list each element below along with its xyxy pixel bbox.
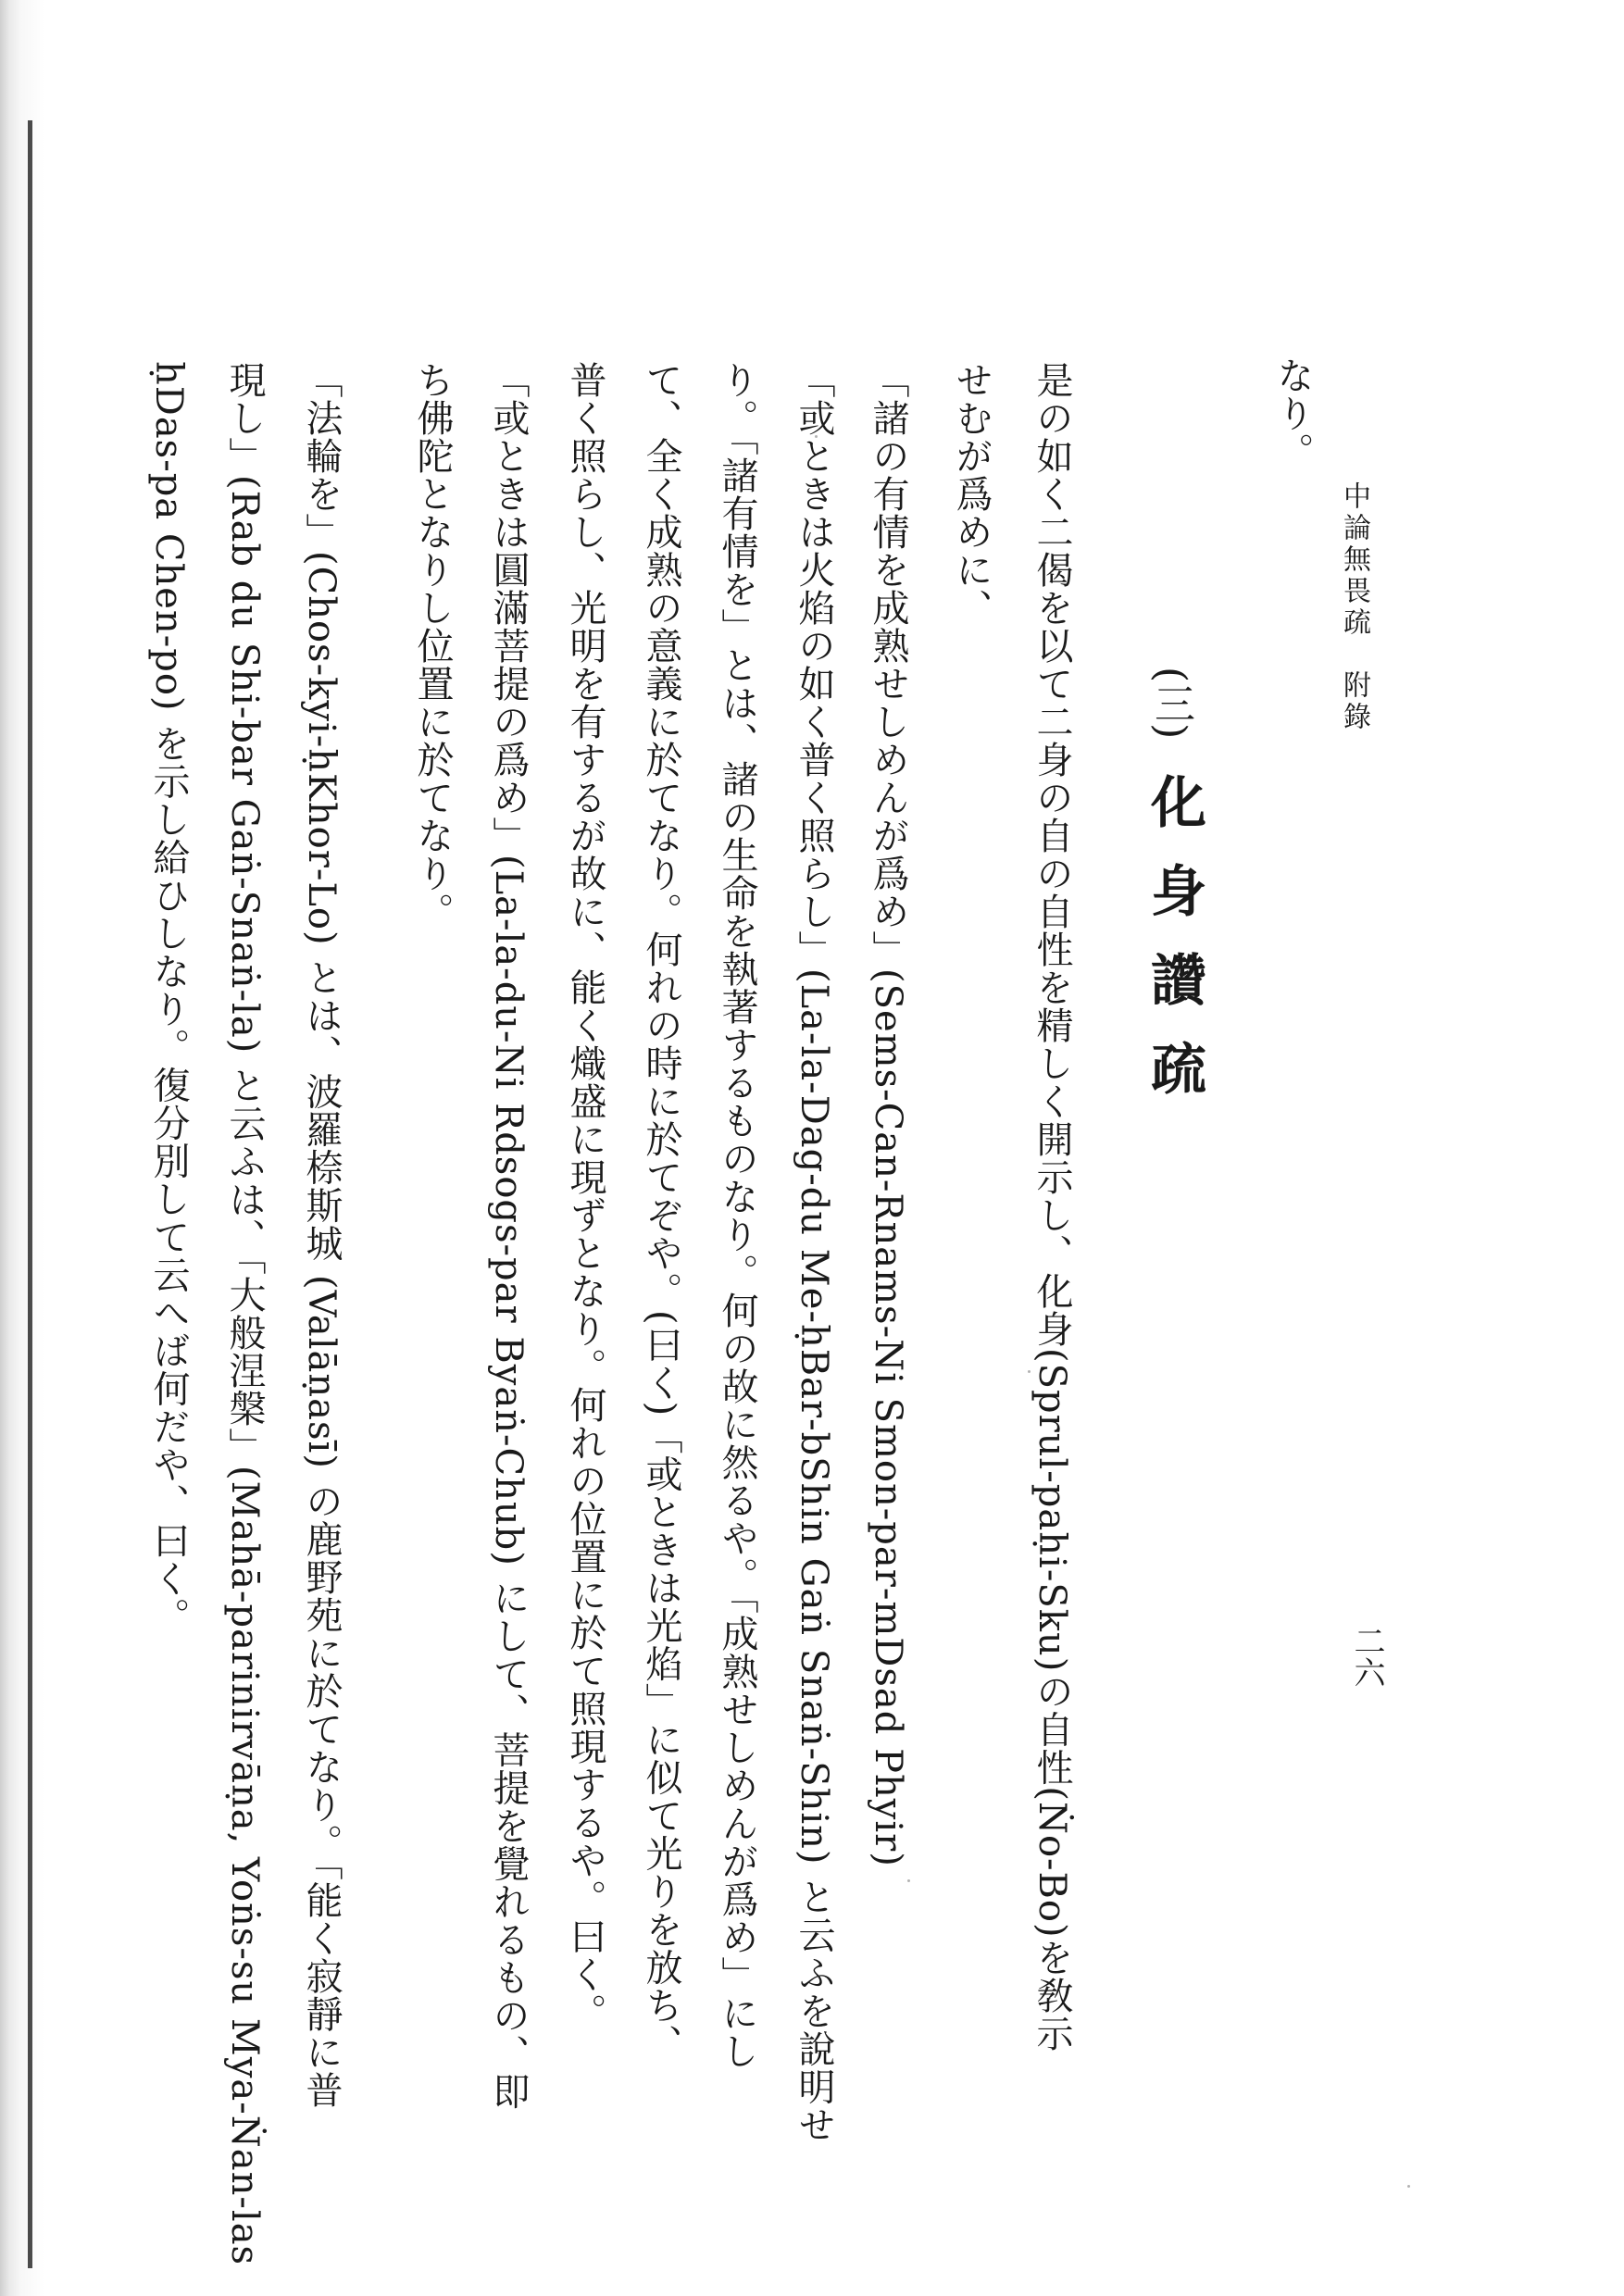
page-number: 二六 bbox=[1348, 1625, 1385, 1688]
section-title: 化身讚疏 bbox=[1142, 773, 1206, 1129]
text-line: ち佛陀となりし位置に於てなり。 bbox=[411, 361, 454, 930]
text-line: 「或ときは火焰の如く普く照らし」(La-la-Dag-du Me-ḥBar-bShin Gaṅ Snaṅ-Shin) と云ふを說明せ bbox=[793, 361, 835, 2144]
text-line: なり。 bbox=[1271, 356, 1314, 470]
print-speck bbox=[907, 1879, 910, 1882]
text-line: 現し」(Rab du Shi-bar Gaṅ-Snaṅ-la) と云ふは、「大般涅槃」(Mahā-parinirvāṇa, Yoṅs-su Mya-Ṅan-las bbox=[223, 361, 266, 2266]
text-line: り。「諸有情を」とは、諸の生命を執著するものなり。何の故に然るや。「成熟せしめんが爲め」にし bbox=[716, 361, 758, 2070]
text-line: ḥDas-pa Chen-po) を示し給ひしなり。復分別して云へば何だや、曰く。 bbox=[147, 361, 190, 1636]
text-line: 「法輪を」(Chos-kyi-ḥKhor-Lo) とは、波羅㮈斯城 (Valāṇasī) の鹿野苑に於てなり。「能く寂靜に普 bbox=[300, 361, 343, 2109]
text-line: て、全く成熟の意義に於てなり。何れの時に於てぞや。(曰く)「或ときは光焰」に似て光りを放ち、 bbox=[640, 361, 682, 2063]
text-line: 是の如く二偈を以て二身の自の自性を精しく開示し、化身(Sprul-paḥi-Sku)の自性(Ṅo-Bo)を敎示 bbox=[1031, 361, 1073, 2053]
text-line: 「諸の有情を成熟せしめんが爲め」(Sems-Can-Rnams-Ni Smon-par-mDsad Phyir) bbox=[867, 361, 909, 1867]
text-line: 「或ときは圓滿菩提の爲め」(La-la-du-Ni Rdsogs-par Byaṅ-Chub) にして、菩提を覺れるもの、即 bbox=[487, 361, 530, 2111]
binding-shadow bbox=[0, 0, 44, 2296]
text-line: 普く照らし、光明を有するが故に、能く熾盛に現ずとなり。何れの位置に於て照現するや。曰く。 bbox=[564, 361, 606, 2031]
text-line: せむが爲めに、 bbox=[950, 361, 993, 627]
print-speck bbox=[1407, 2185, 1410, 2188]
binding-edge bbox=[28, 120, 32, 2268]
running-head: 中論無畏疏 附錄 bbox=[1338, 481, 1370, 733]
section-number: (三) bbox=[1147, 667, 1194, 740]
